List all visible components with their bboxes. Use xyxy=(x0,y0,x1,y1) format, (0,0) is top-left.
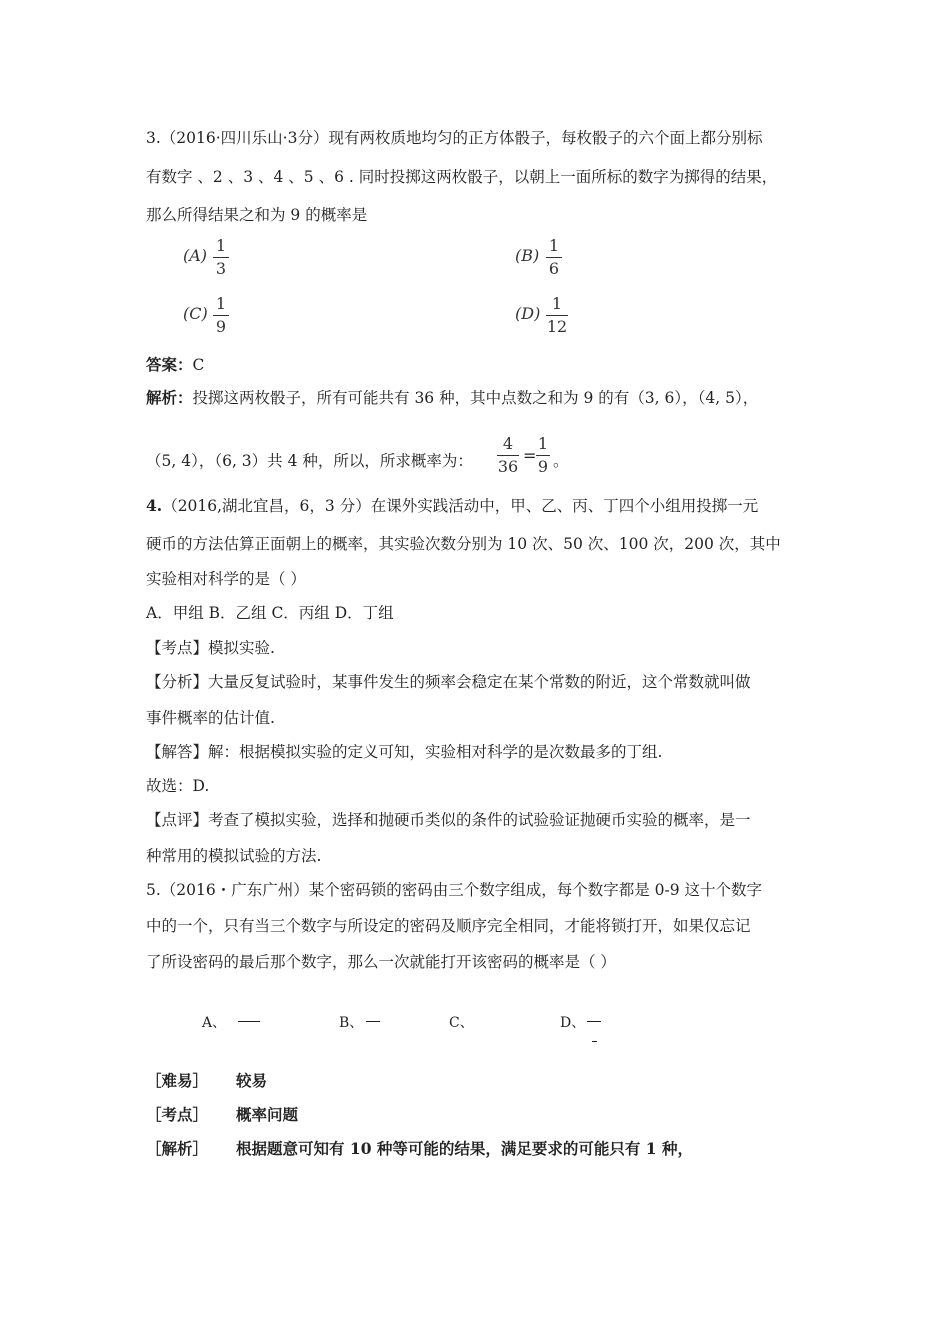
q3-option-a-label: (A) xyxy=(183,246,208,265)
q4-dianping-line1: 【点评】考查了模拟实验，选择和抛硬币类似的条件的试验验证抛硬币实验的概率，是一 xyxy=(146,811,751,829)
q5-option-c-label: C、 xyxy=(449,1015,474,1031)
q5-option-b-fraction-bar xyxy=(366,1021,380,1022)
q3-analysis-line2: （5, 4），（6, 3）共 4 种，所以，所求概率为： xyxy=(146,452,473,470)
q4-line3: 实验相对科学的是（ ） xyxy=(146,570,306,588)
q3-answer: 答案：C xyxy=(146,355,205,374)
q4-dianping-line2: 种常用的模拟试验的方法. xyxy=(146,847,322,865)
q3-analysis-line1: 解析：投掷这两枚骰子，所有可能共有 36 种，其中点数之和为 9 的有（3, 6），（4, 5）， xyxy=(146,388,759,407)
q5-option-d-label: D、 xyxy=(560,1015,586,1031)
q3-analysis-fraction-2: 1 9 xyxy=(537,434,549,476)
q3-option-b-fraction: 1 6 xyxy=(546,236,562,279)
q3-option-a-fraction: 1 3 xyxy=(213,236,229,279)
q5-nanyi: ［难易］ 较易 xyxy=(146,1071,268,1090)
q5-option-b-label: B、 xyxy=(339,1015,364,1031)
q4-options: A．甲组 B．乙组 C．丙组 D．丁组 xyxy=(146,604,394,622)
q4-kaodian: 【考点】模拟实验. xyxy=(146,639,275,657)
q3-option-d-label: (D) xyxy=(515,304,541,323)
q3-line3: 那么所得结果之和为 9 的概率是 xyxy=(146,206,368,224)
q5-line1: 5.（2016・广东广州）某个密码锁的密码由三个数字组成，每个数字都是 0-9 这十个数字 xyxy=(146,881,763,899)
q4-line2: 硬币的方法估算正面朝上的概率，其实验次数分别为 10 次、50 次、100 次，200 次，其中 xyxy=(146,535,781,553)
q4-fenxi-line1: 【分析】大量反复试验时，某事件发生的频率会稳定在某个常数的附近，这个常数就叫做 xyxy=(146,673,751,691)
q3-option-c-fraction: 1 9 xyxy=(213,294,229,337)
q4-line1: 4.（2016,湖北宜昌，6，3 分）在课外实践活动中，甲、乙、丙、丁四个小组用投掷一元 xyxy=(146,496,759,515)
q4-jieda: 【解答】解：根据模拟实验的定义可知，实验相对科学的是次数最多的丁组. xyxy=(146,743,663,761)
q5-line2: 中的一个，只有当三个数字与所设定的密码及顺序完全相同，才能将锁打开，如果仅忘记 xyxy=(146,917,751,935)
q5-kaodian: ［考点］ 概率问题 xyxy=(146,1105,299,1124)
q3-analysis-fraction-1: 4 36 xyxy=(497,434,519,476)
q3-equals-sign: = xyxy=(523,446,537,465)
q5-jiexi: ［解析］ 根据题意可知有 10 种等可能的结果，满足要求的可能只有 1 种， xyxy=(146,1139,693,1158)
q3-end-mark: 。 xyxy=(553,452,569,470)
q3-line2: 有数字 、2 、3 、4 、5 、6 . 同时投掷这两枚骰子，以朝上一面所标的数字为掷得的结果， xyxy=(146,168,778,186)
q5-line3: 了所设密码的最后那个数字，那么一次就能打开该密码的概率是（ ） xyxy=(146,953,616,971)
q4-fenxi-line2: 事件概率的估计值. xyxy=(146,709,275,727)
q5-option-d-fraction-bar xyxy=(587,1021,601,1022)
q5-option-a-label: A、 xyxy=(202,1015,227,1031)
q3-option-d-fraction: 1 12 xyxy=(546,294,568,336)
q3-option-b-label: (B) xyxy=(515,246,540,265)
q3-option-c-label: (C) xyxy=(183,304,208,323)
q4-guxuan: 故选：D. xyxy=(146,777,210,795)
q5-option-d-mark xyxy=(592,1041,597,1042)
q3-line1: 3.（2016·四川乐山·3分）现有两枚质地均匀的正方体骰子，每枚骰子的六个面上都分别标 xyxy=(146,129,763,147)
q5-option-a-fraction-bar xyxy=(238,1021,260,1022)
